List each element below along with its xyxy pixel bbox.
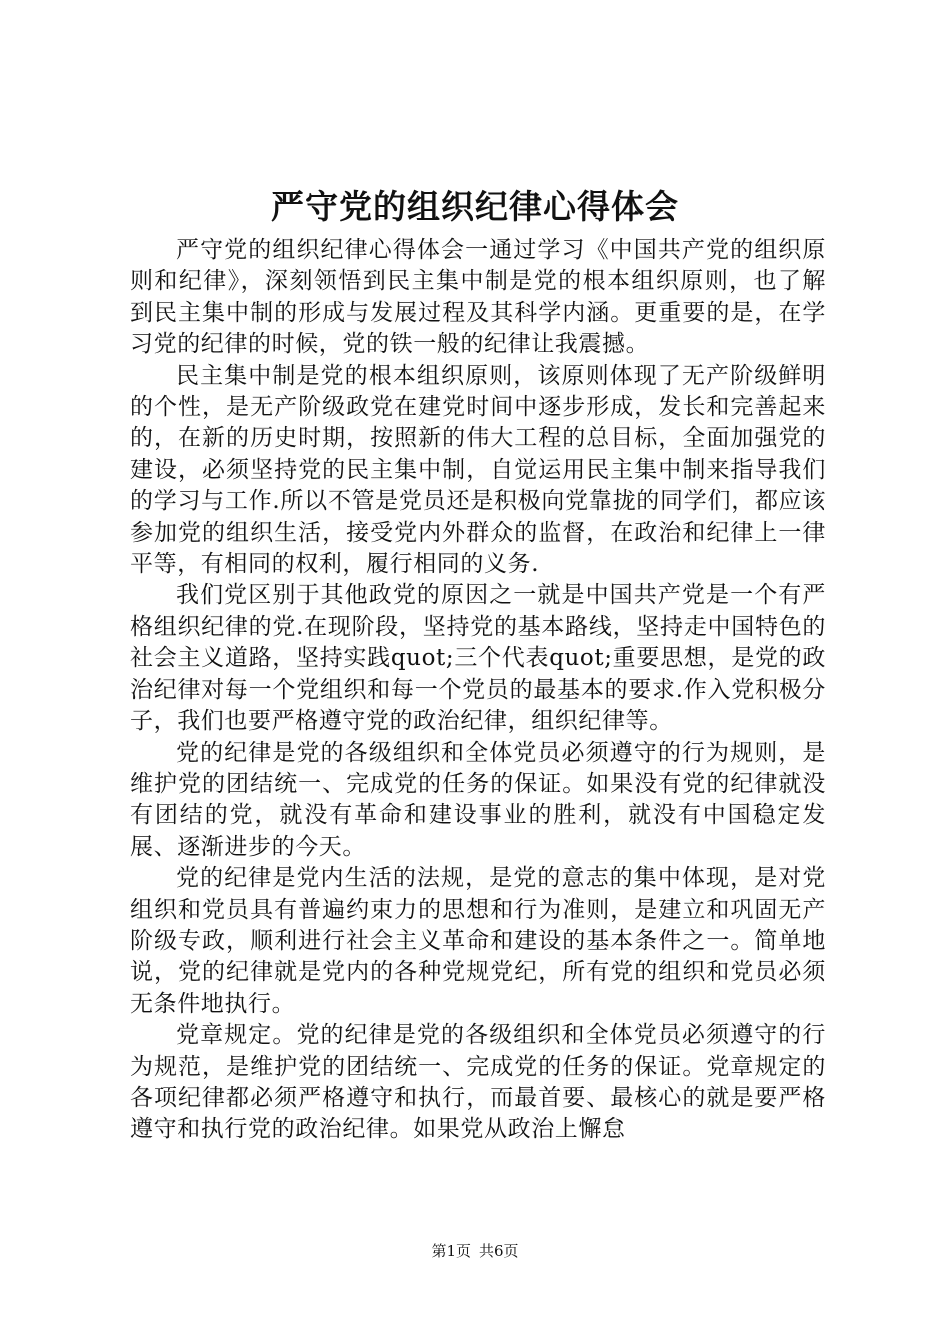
paragraph: 党的纪律是党的各级组织和全体党员必须遵守的行为规则，是维护党的团结统一、完成党的任务的保证。如果没有党的纪律就没有团结的党，就没有革命和建设事业的胜利，就没有中国稳定发展、逐渐进步的今天。 (130, 739, 826, 860)
document-body (130, 235, 826, 1146)
paragraph: 我们党区别于其他政党的原因之一就是中国共产党是一个有严格组织纪律的党.在现阶段，坚持党的基本路线，坚持走中国特色的社会主义道路，坚持实践quot;三个代表quot;重要思想，是党的政治纪律对每一个党组织和每一个党员的最基本的要求.作入党积极分子，我们也要严格遵守党的政治纪律，组织纪律等。 (130, 582, 826, 735)
page-number: 第1页 (431, 1242, 471, 1260)
paragraph: 党章规定。党的纪律是党的各级组织和全体党员必须遵守的行为规范，是维护党的团结统一、完成党的任务的保证。党章规定的各项纪律都必须严格遵守和执行，而最首要、最核心的就是要严格遵守和执行党的政治纪律。如果党从政治上懈怠 (130, 1022, 826, 1143)
page-footer (0, 1241, 950, 1261)
paragraph: 党的纪律是党内生活的法规，是党的意志的集中体现，是对党组织和党员具有普遍约束力的思想和行为准则，是建立和巩固无产阶级专政，顺利进行社会主义革命和建设的基本条件之一。简单地说，党的纪律就是党内的各种党规党纪，所有党的组织和党员必须无条件地执行。 (130, 865, 826, 1017)
document-title: 严守党的组织纪律心得体会 (271, 187, 679, 226)
paragraph: 民主集中制是党的根本组织原则，该原则体现了无产阶级鲜明的个性，是无产阶级政党在建党时间中逐步形成，发长和完善起来的，在新的历史时期，按照新的伟大工程的总目标，全面加强党的建设，必须坚持党的民主集中制，自觉运用民主集中制来指导我们的学习与工作.所以不管是党员还是积极向党靠拢的同学们，都应该参加党的组织生活，接受党内外群众的监督，在政治和纪律上一律平等，有相同的权利，履行相同的义务. (130, 362, 826, 578)
page-total: 共6页 (479, 1242, 519, 1260)
paragraph: 严守党的组织纪律心得体会一通过学习《中国共产党的组织原则和纪律》，深刻领悟到民主集中制是党的根本组织原则，也了解到民主集中制的形成与发展过程及其科学内涵。更重要的是，在学习党的纪律的时候，党的铁一般的纪律让我震撼。 (130, 237, 826, 358)
